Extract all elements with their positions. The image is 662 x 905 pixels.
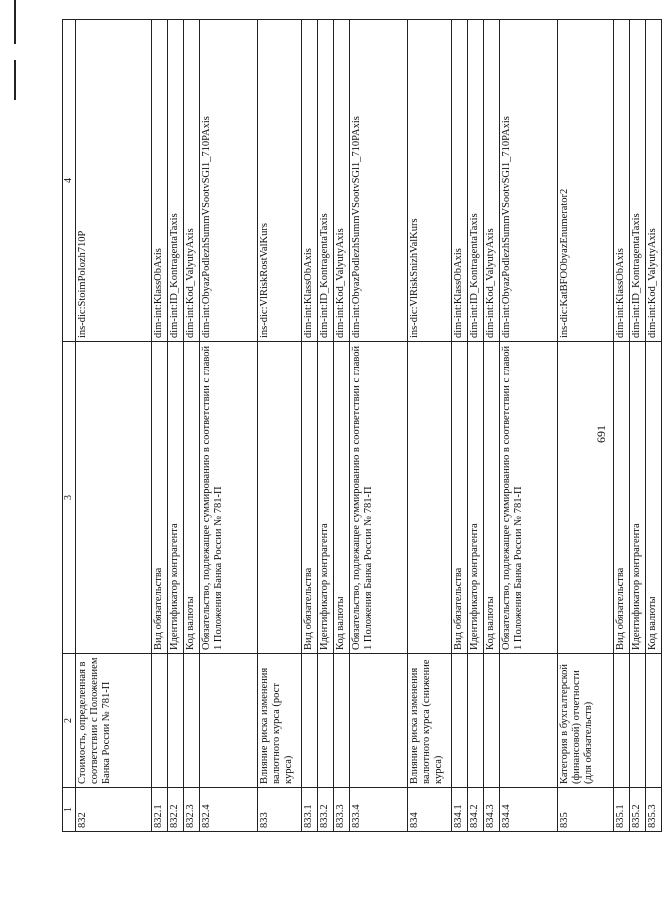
table-row [184,20,200,832]
cell-name: Влияние риска изменения валютного курса (снижение курса) [408,654,452,788]
cell-desc: Обязательство, подлежащее суммированию в соответствии с главой 1 Положения Банка России № 781-П [350,342,408,654]
cell-desc: Идентификатор контрагента [168,342,184,654]
margin-mark [14,0,16,44]
table-row [152,20,168,832]
cell-code: dim-int:Kod_ValyutyAxis [184,20,200,342]
table-row [452,20,468,832]
cell-code: dim-int:Kod_ValyutyAxis [484,20,500,342]
table-row [76,20,152,832]
cell-desc: Вид обязательства [152,342,168,654]
table-row [318,20,334,832]
cell-num: 832.3 [184,788,200,832]
cell-num: 832.1 [152,788,168,832]
cell-code: dim-int:KlassObAxis [614,20,630,342]
cell-name: Влияние риска изменения валютного курса (рост курса) [258,654,302,788]
cell-code: ins-dic:VlRiskSnizhValKurs [408,20,452,342]
cell-desc [76,342,152,654]
table-row [558,20,614,832]
cell-num: 833.2 [318,788,334,832]
cell-name [302,654,318,788]
table-row [614,20,630,832]
cell-code: dim-int:ID_KontragentaTaxis [468,20,484,342]
margin-mark [14,60,16,100]
cell-num: 832.4 [200,788,258,832]
table-row [302,20,318,832]
cell-name [500,654,558,788]
cell-name [318,654,334,788]
cell-code: dim-int:Kod_ValyutyAxis [334,20,350,342]
cell-code: dim-int:ObyazPodlezhSummVSootvSGl1_710PAxis [350,20,408,342]
cell-name [468,654,484,788]
cell-name [152,654,168,788]
cell-code: dim-int:ObyazPodlezhSummVSootvSGl1_710PAxis [500,20,558,342]
cell-desc: Обязательство, подлежащее суммированию в соответствии с главой 1 Положения Банка России № 781-П [200,342,258,654]
header-cell: 3 [63,342,76,654]
cell-name [334,654,350,788]
table-row [408,20,452,832]
header-cell: 4 [63,20,76,342]
cell-code: dim-int:KlassObAxis [152,20,168,342]
page-number: 691 [594,425,608,443]
cell-desc: Код валюты [646,342,662,654]
table-row [168,20,184,832]
cell-desc: Вид обязательства [302,342,318,654]
table-row [334,20,350,832]
table-row [200,20,258,832]
cell-desc: Вид обязательства [614,342,630,654]
cell-desc [558,342,614,654]
cell-name [350,654,408,788]
table-row [646,20,662,832]
cell-num: 833.1 [302,788,318,832]
cell-num: 835.1 [614,788,630,832]
table-row [468,20,484,832]
cell-desc: Идентификатор контрагента [468,342,484,654]
cell-code: ins-dic:KatBFOObyazEnumerator2 [558,20,614,342]
cell-code: dim-int:KlassObAxis [452,20,468,342]
cell-name [646,654,662,788]
cell-desc: Вид обязательства [452,342,468,654]
table-row [630,20,646,832]
header-cell: 2 [63,654,76,788]
cell-num: 832.2 [168,788,184,832]
cell-desc: Обязательство, подлежащее суммированию в соответствии с главой 1 Положения Банка России № 781-П [500,342,558,654]
cell-num: 835.3 [646,788,662,832]
cell-desc: Идентификатор контрагента [318,342,334,654]
cell-code: dim-int:KlassObAxis [302,20,318,342]
cell-num: 833 [258,788,302,832]
cell-code: dim-int:Kod_ValyutyAxis [646,20,662,342]
cell-code: dim-int:ID_KontragentaTaxis [630,20,646,342]
cell-num: 833.4 [350,788,408,832]
table-row [350,20,408,832]
table-header-row [63,20,76,832]
cell-num: 834.3 [484,788,500,832]
cell-num: 835.2 [630,788,646,832]
cell-name [452,654,468,788]
cell-code: ins-dic:VlRiskRostValKurs [258,20,302,342]
cell-name [484,654,500,788]
cell-code: dim-int:ObyazPodlezhSummVSootvSGl1_710PAxis [200,20,258,342]
cell-name [200,654,258,788]
element-table [62,19,662,832]
cell-code: ins-dic:StoimPolozh710P [76,20,152,342]
cell-desc: Код валюты [334,342,350,654]
cell-num: 835 [558,788,614,832]
cell-num: 834.1 [452,788,468,832]
table-row [258,20,302,832]
cell-name [168,654,184,788]
table-row [500,20,558,832]
cell-num: 833.3 [334,788,350,832]
cell-name: Стоимость, определенная в соответствии с Положением Банка России № 781-П [76,654,152,788]
table-row [484,20,500,832]
cell-name [630,654,646,788]
cell-num: 834.2 [468,788,484,832]
cell-name [614,654,630,788]
cell-desc [408,342,452,654]
cell-code: dim-int:ID_KontragentaTaxis [168,20,184,342]
header-cell: 1 [63,788,76,832]
cell-desc [258,342,302,654]
cell-desc: Код валюты [184,342,200,654]
cell-desc: Код валюты [484,342,500,654]
cell-code: dim-int:ID_KontragentaTaxis [318,20,334,342]
cell-desc: Идентификатор контрагента [630,342,646,654]
cell-name [184,654,200,788]
cell-num: 834.4 [500,788,558,832]
cell-num: 834 [408,788,452,832]
cell-name: Категория в бухгалтерской (финансовой) отчетности (для обязательств) [558,654,614,788]
cell-num: 832 [76,788,152,832]
